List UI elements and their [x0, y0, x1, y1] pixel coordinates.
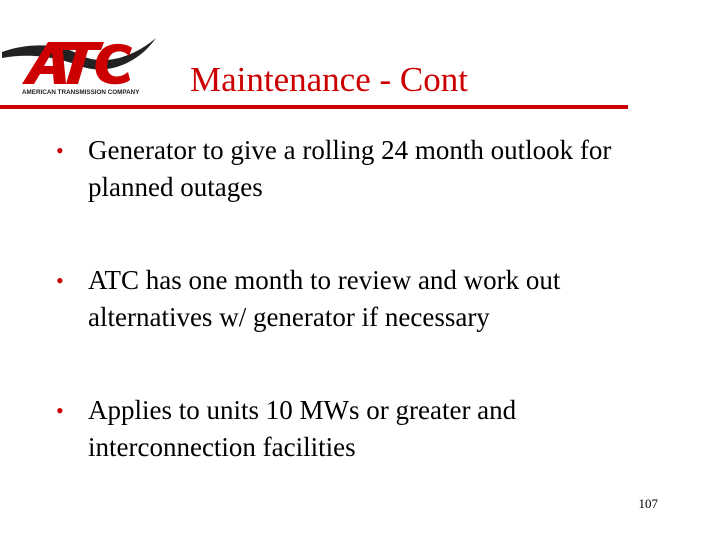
bullet-text: Generator to give a rolling 24 month outlook for planned outages: [88, 135, 612, 202]
bullet-item: [56, 132, 676, 206]
bullet-text: Applies to units 10 MWs or greater and interconnection facilities: [88, 395, 517, 462]
logo-company-name: AMERICAN TRANSMISSION COMPANY: [22, 89, 140, 96]
bullet-list: [56, 132, 676, 466]
bullet-dot-icon: •: [56, 268, 64, 293]
title-underline: [0, 105, 628, 109]
bullet-item: [56, 262, 676, 336]
atc-logo: [0, 30, 180, 100]
slide-title: Maintenance - Cont: [190, 60, 468, 99]
bullet-item: [56, 392, 676, 466]
bullet-dot-icon: •: [56, 138, 64, 163]
bullet-text: ATC has one month to review and work out alternatives w/ generator if necessary: [88, 265, 561, 332]
page-number: 107: [638, 496, 658, 511]
bullet-dot-icon: •: [56, 398, 64, 423]
atc-logo-graphic: [0, 30, 180, 100]
